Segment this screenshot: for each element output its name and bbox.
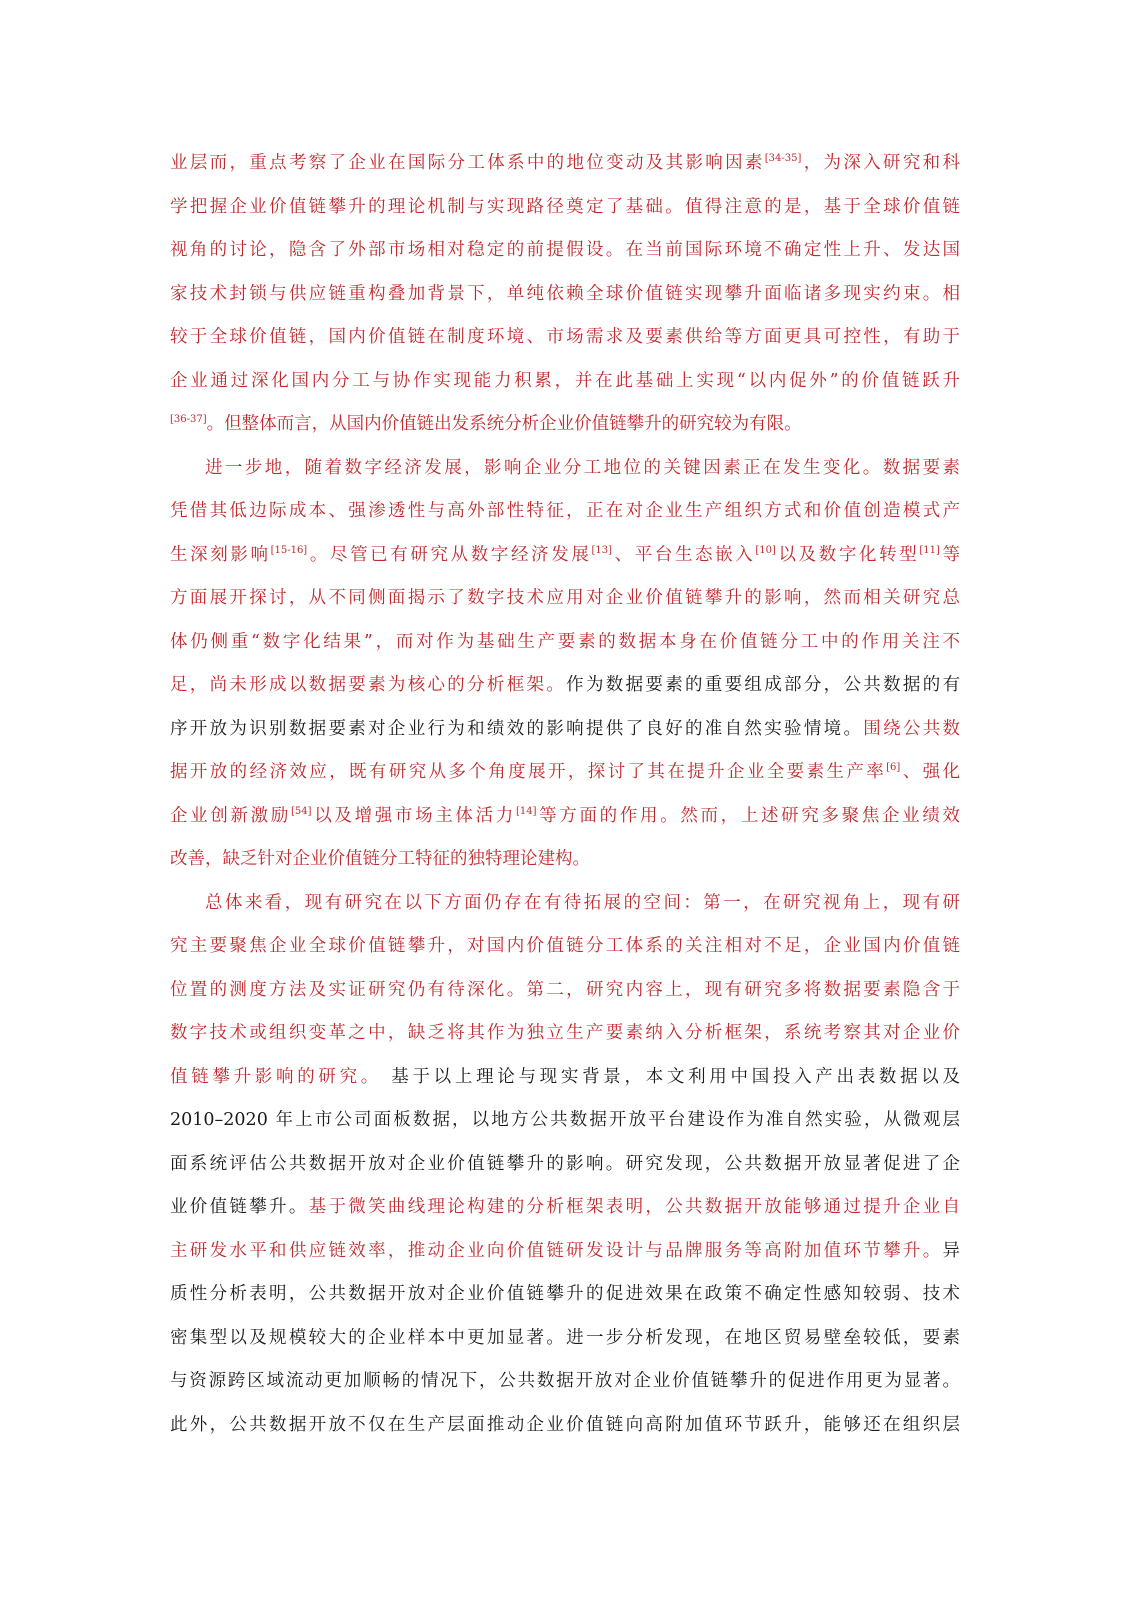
highlighted-text: 较于全球价值链，国内价值链在制度环境、市场需求及要素供给等方面更具可控性，有助于 — [170, 327, 960, 347]
highlighted-text: 位置的测度方法及实证研究仍有待深化。第二，研究内容上，现有研究多将数据要素隐含于 — [170, 979, 960, 1000]
highlighted-text: 以及增强市场主体活力 — [311, 805, 516, 826]
text-line — [170, 577, 960, 621]
text-line — [170, 882, 960, 926]
body-text: 质性分析表明，公共数据开放对企业价值链攀升的促进效果在政策不确定性感知较弱、技术 — [170, 1284, 960, 1304]
citation-ref: [15-16] — [270, 544, 308, 556]
highlighted-text: 业层而，重点考察了企业在国际分工体系中的地位变动及其影响因素 — [170, 153, 765, 173]
document-page — [170, 142, 960, 1447]
citation-ref: [11] — [919, 544, 940, 556]
highlighted-text: 、平台生态嵌入 — [611, 544, 756, 565]
citation-ref: [13] — [591, 544, 612, 556]
highlighted-text: 。但整体而言，从国内价值链出发系统分析企业价值链攀升的研究较为有限。 — [206, 414, 802, 434]
text-line — [170, 925, 960, 969]
highlighted-text: 以及数字化转型 — [775, 544, 920, 565]
highlighted-text: 值链攀升影响的研究。 — [170, 1066, 383, 1087]
highlighted-text: 学把握企业价值链攀升的理论机制与实现路径奠定了基础。值得注意的是，基于全球价值链 — [170, 196, 960, 217]
text-line — [170, 969, 960, 1013]
text-line — [170, 1230, 960, 1274]
highlighted-text: 基于微笑曲线理论构建的分析框架表明，公共数据开放能够通过提升企业自 — [308, 1197, 960, 1217]
highlighted-text: 企业创新激励 — [170, 805, 292, 826]
citation-ref: [10] — [755, 544, 776, 556]
highlighted-text: 足，尚未形成以数据要素为核心的分析框架。 — [170, 675, 567, 695]
highlighted-text: 凭借其低边际成本、强渗透性与高外部性特征，正在对企业生产组织方式和价值创造模式产 — [170, 501, 960, 521]
text-line — [170, 229, 960, 273]
text-line — [170, 1012, 960, 1056]
text-line — [170, 490, 960, 534]
body-text: 此外，公共数据开放不仅在生产层面推动企业价值链向高附加值环节跃升，能够还在组织层 — [170, 1414, 960, 1435]
text-line — [170, 664, 960, 708]
citation-ref: [36-37] — [170, 414, 207, 425]
text-line — [170, 1056, 960, 1100]
text-line — [170, 1317, 960, 1361]
highlighted-text: 据开放的经济效应，既有研究从多个角度展开，探讨了其在提升企业全要素生产率 — [170, 762, 887, 782]
text-line — [170, 360, 960, 404]
text-line — [170, 316, 960, 360]
text-line — [170, 1360, 960, 1404]
highlighted-text: 数字技术或组织变革之中，缺乏将其作为独立生产要素纳入分析框架，系统考察其对企业价 — [170, 1023, 960, 1043]
text-line — [170, 403, 960, 447]
citation-ref: [14] — [515, 805, 537, 817]
citation-ref: [54] — [291, 805, 312, 817]
highlighted-text: 究主要聚焦企业全球价值链攀升，对国内价值链分工体系的关注相对不足，企业国内价值链 — [170, 936, 960, 956]
text-line — [170, 142, 960, 186]
text-line — [170, 1273, 960, 1317]
highlighted-text: ，为深入研究和科 — [801, 153, 961, 173]
highlighted-text: 生深刻影响 — [170, 544, 271, 565]
highlighted-text: 等方面的作用。然而，上述研究多聚焦企业绩效 — [536, 805, 961, 826]
highlighted-text: 主研发水平和供应链效率，推动企业向价值链研发设计与品牌服务等高附加值环节攀升。 — [170, 1240, 943, 1261]
highlighted-text: 家技术封锁与供应链重构叠加背景下，单纯依赖全球价值链实现攀升面临诸多现实约束。相 — [170, 283, 960, 304]
body-text: 作为数据要素的重要组成部分，公共数据的有 — [566, 675, 961, 695]
highlighted-text: 企业通过深化国内分工与协作实现能力积累，并在此基础上实现“以内促外”的价值链跃升 — [170, 370, 960, 391]
text-line — [170, 534, 960, 578]
text-line — [170, 1186, 960, 1230]
highlighted-text: 进一步地，随着数字经济发展，影响企业分工地位的关键因素正在发生变化。数据要素 — [205, 457, 960, 478]
highlighted-text: 围绕公共数 — [863, 718, 961, 739]
body-text: 密集型以及规模较大的企业样本中更加显著。进一步分析发现，在地区贸易壁垒较低，要素 — [170, 1327, 960, 1348]
citation-ref: [34-35] — [764, 153, 802, 164]
text-line — [170, 1404, 960, 1448]
highlighted-text: 。尽管已有研究从数字经济发展 — [307, 544, 592, 565]
text-line — [170, 273, 960, 317]
highlighted-text: 等 — [939, 544, 961, 565]
highlighted-text: 总体来看，现有研究在以下方面仍存在有待拓展的空间：第一，在研究视角上，现有研 — [205, 892, 960, 913]
citation-ref: [6] — [886, 762, 901, 773]
text-line — [170, 1099, 960, 1143]
highlighted-text: 、强化 — [900, 762, 961, 782]
text-line — [170, 838, 960, 882]
text-line — [170, 621, 960, 665]
body-text: 序开放为识别数据要素对企业行为和绩效的影响提供了良好的准自然实验情境。 — [170, 718, 864, 739]
text-line — [170, 1143, 960, 1187]
text-line — [170, 186, 960, 230]
body-text: 基于以上理论与现实背景，本文利用中国投入产出表数据以及 — [382, 1066, 961, 1087]
body-text: 异 — [942, 1240, 960, 1261]
body-text: 业价值链攀升。 — [170, 1197, 309, 1217]
text-line — [170, 751, 960, 795]
highlighted-text: 改善，缺乏针对企业价值链分工特征的独特理论建构。 — [170, 849, 590, 869]
highlighted-text: 方面展开探讨，从不同侧面揭示了数字技术应用对企业价值链攀升的影响，然而相关研究总 — [170, 588, 960, 608]
highlighted-text: 体仍侧重“数字化结果”，而对作为基础生产要素的数据本身在价值链分工中的作用关注不 — [170, 631, 960, 652]
body-text: 2010–2020 年上市公司面板数据，以地方公共数据开放平台建设作为准自然实验，从微观层 — [170, 1110, 960, 1130]
highlighted-text: 视角的讨论，隐含了外部市场相对稳定的前提假设。在当前国际环境不确定性上升、发达国 — [170, 240, 960, 260]
text-line — [170, 447, 960, 491]
text-line — [170, 708, 960, 752]
body-text: 面系统评估公共数据开放对企业价值链攀升的影响。研究发现，公共数据开放显著促进了企 — [170, 1153, 960, 1174]
text-line — [170, 795, 960, 839]
body-text: 与资源跨区域流动更加顺畅的情况下，公共数据开放对企业价值链攀升的促进作用更为显著。 — [170, 1371, 960, 1391]
